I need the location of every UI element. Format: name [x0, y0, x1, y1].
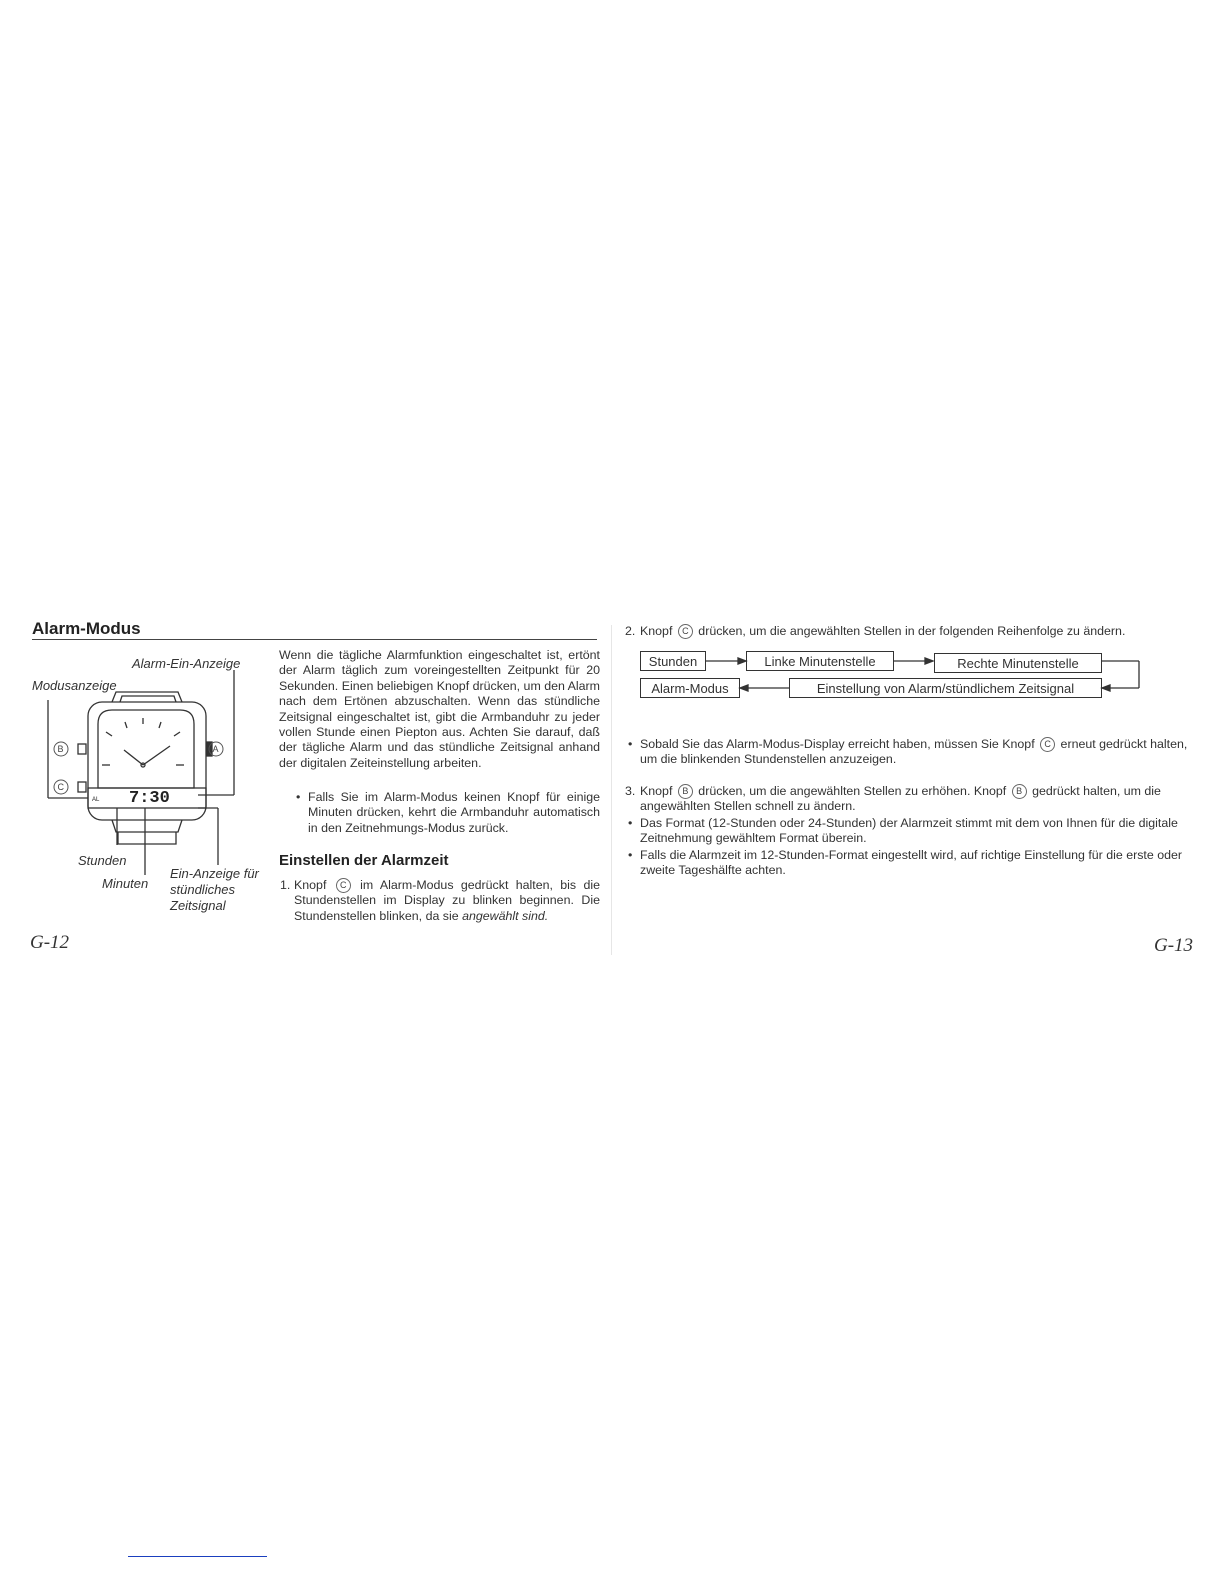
- button-c-label: C: [57, 782, 64, 792]
- flow-box-alarm-signal: Einstellung von Alarm/stündlichem Zeitsignal: [789, 678, 1102, 698]
- label-hourly-signal: Ein-Anzeige für stündliches Zeitsignal: [170, 866, 259, 913]
- page-number-left: G-12: [30, 932, 70, 953]
- button-c-icon: C: [1040, 737, 1055, 752]
- list-item: • Das Format (12-Stunden oder 24-Stunden) der Alarmzeit stimmt mit dem von Ihnen für die digitale Zeitnehmung gewähltem Format überein.: [628, 816, 1178, 846]
- lcd-time: 7:30: [129, 789, 170, 808]
- lcd-al-indicator: AL: [92, 797, 100, 803]
- flow-box-alarm-mode: Alarm-Modus: [640, 678, 740, 698]
- button-c-icon: C: [678, 624, 693, 639]
- watch-diagram: [30, 650, 280, 920]
- step-3: 3. Knopf B drücken, um die angewählten Stellen zu erhöhen. Knopf B gedrückt halten, um die angewählten Stellen schnell zu ändern.: [625, 784, 1161, 814]
- right-bullet-list-2: [628, 816, 1196, 879]
- flow-box-left-minutes: Linke Minutenstelle: [746, 651, 894, 671]
- page-gutter: [611, 625, 612, 955]
- button-b-icon: B: [678, 784, 693, 799]
- button-c-icon: C: [336, 878, 351, 893]
- title-rule: [32, 639, 597, 640]
- left-bullet-list: [296, 790, 600, 836]
- footer-rule: [128, 1556, 267, 1557]
- list-item: • Falls Sie im Alarm-Modus keinen Knopf für einige Minuten drücken, kehrt die Armbanduhr automatisch in den Zeitnehmungs-Modus zurück.: [296, 790, 600, 835]
- step-2: 2. Knopf C drücken, um die angewählten Stellen in der folgenden Reihenfolge zu ändern.: [625, 624, 1126, 638]
- label-alarm-on: Alarm-Ein-Anzeige: [132, 656, 241, 671]
- list-item: • Falls die Alarmzeit im 12-Stunden-Format eingestellt wird, auf richtige Einstellung für die erste oder zweite Tageshälfte achten.: [628, 847, 1182, 878]
- flow-box-right-minutes: Rechte Minutenstelle: [934, 653, 1102, 673]
- flow-box-hours: Stunden: [640, 651, 706, 671]
- section-heading: Einstellen der Alarmzeit: [279, 852, 449, 869]
- sequence-flow-diagram: [636, 648, 1156, 720]
- step-1: 1. Knopf C im Alarm-Modus gedrückt halten, bis die Stundenstellen im Display zu blinken beginnen. Die Stundenstellen blinken, da sie angewählt sind.: [280, 878, 601, 923]
- button-b-icon: B: [1012, 784, 1027, 799]
- page-title: Alarm-Modus: [32, 619, 141, 638]
- label-minutes: Minuten: [102, 876, 149, 891]
- intro-paragraph: Wenn die tägliche Alarmfunktion eingeschaltet ist, ertönt der Alarm täglich zum voreingestellten Zeitpunkt für 20 Sekunden. Einen beliebigen Knopf drücken, um den Alarm nach dem Ertönen abzuschalten. Wenn das stündliche Zeitsignal eingeschaltet ist, gibt die Armbanduhr zu jeder vollen Stunde einen Piepton aus. Achten Sie darauf, daß der tägliche Alarm und das stündliche Zeitsignal anhand der digitalen Zeiteinstellung arbeiten.: [279, 648, 600, 770]
- list-item: • Sobald Sie das Alarm-Modus-Display erreicht haben, müssen Sie Knopf C erneut gedrückt halten, um die blinkenden Stundenstellen anzuzeigen.: [628, 737, 1188, 767]
- label-mode: Modusanzeige: [32, 678, 117, 693]
- button-a-label: A: [212, 744, 219, 754]
- label-hours: Stunden: [78, 853, 127, 868]
- button-b-label: B: [57, 744, 64, 754]
- page-number-right: G-13: [1154, 935, 1194, 956]
- right-bullet-list-1: [628, 737, 1196, 768]
